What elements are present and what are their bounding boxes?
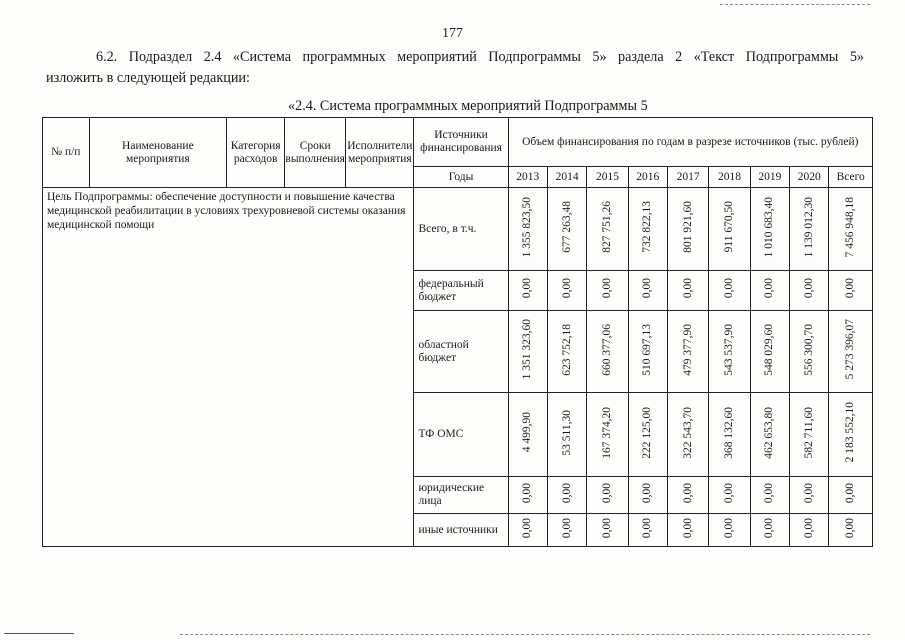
- value-cell: 548 029,60: [763, 323, 776, 376]
- year-header: 2015: [587, 167, 628, 188]
- year-header: 2016: [628, 167, 667, 188]
- value-cell-total: 0,00: [844, 278, 857, 299]
- value-cell: 556 300,70: [802, 323, 815, 376]
- header-years-label: Годы: [414, 167, 508, 188]
- scan-artifact-top: [720, 4, 870, 6]
- value-cell: 1 139 012,30: [802, 196, 815, 258]
- header-num: № п/п: [43, 118, 90, 188]
- header-executors: Исполнители мероприятия: [346, 118, 414, 188]
- value-cell: 0,00: [521, 517, 534, 539]
- value-cell: 462 653,80: [763, 406, 776, 459]
- paragraph-line-1: 6.2. Подраздел 2.4 «Система программных мероприятий Подпрограммы 5» раздела 2 «Текст Подпрограммы 5»: [96, 49, 864, 65]
- value-cell: 0,00: [802, 517, 815, 539]
- value-cell: 0,00: [600, 517, 613, 539]
- value-cell: 0,00: [723, 278, 736, 299]
- value-cell: 0,00: [521, 278, 534, 299]
- value-cell: 0,00: [560, 278, 573, 299]
- year-header: 2018: [709, 167, 750, 188]
- value-cell: 4 499,90: [521, 412, 534, 453]
- value-cell: 0,00: [560, 517, 573, 539]
- value-cell: 0,00: [560, 482, 573, 504]
- value-cell: 0,00: [763, 278, 776, 299]
- paragraph-line-2: изложить в следующей редакции:: [46, 70, 250, 86]
- scan-artifact-bottom-left: [4, 633, 74, 634]
- value-cell: 53 511,30: [560, 409, 573, 456]
- value-cell: 623 752,18: [560, 323, 573, 376]
- value-cell: 732 822,13: [641, 201, 654, 253]
- header-terms: Сроки выполнения: [285, 118, 346, 188]
- source-regional: областной бюджет: [414, 311, 508, 393]
- value-cell: 0,00: [802, 482, 815, 504]
- year-header: 2013: [508, 167, 547, 188]
- value-cell: 0,00: [600, 278, 613, 299]
- year-header: 2017: [667, 167, 708, 188]
- header-category: Категория расходов: [227, 118, 285, 188]
- value-cell: 368 132,60: [723, 406, 736, 459]
- amendment-paragraph: [46, 47, 864, 89]
- value-cell-total: 7 456 948,18: [844, 196, 857, 258]
- source-total: Всего, в т.ч.: [414, 188, 508, 271]
- value-cell: 660 377,06: [600, 323, 613, 376]
- value-cell: 0,00: [600, 482, 613, 504]
- program-goal: Цель Подпрограммы: обеспечение доступности и повышение качества медицинской реабилитации в условиях трехуровневой системы оказания медицинской помощи: [43, 188, 414, 547]
- value-cell-total: 0,00: [844, 482, 857, 504]
- source-tfoms: ТФ ОМС: [414, 393, 508, 477]
- source-legal-entities: юридические лица: [414, 477, 508, 514]
- header-volume: Объем финансирования по годам в разрезе источников (тыс. рублей): [508, 118, 872, 167]
- value-cell: 827 751,26: [600, 201, 613, 253]
- value-cell: 222 125,00: [641, 406, 654, 459]
- value-cell: 582 711,60: [802, 406, 815, 459]
- value-cell: 510 697,13: [641, 323, 654, 376]
- table-title: «2.4. Система программных мероприятий Подпрограммы 5: [288, 98, 648, 114]
- value-cell: 0,00: [641, 482, 654, 504]
- value-cell: 0,00: [681, 482, 694, 504]
- year-header: 2020: [790, 167, 829, 188]
- value-cell: 0,00: [641, 278, 654, 299]
- value-cell-total: 2 183 552,10: [844, 402, 857, 463]
- source-federal: федеральный бюджет: [414, 271, 508, 311]
- value-cell: 677 263,48: [560, 201, 573, 253]
- header-name: Наименование мероприятия: [89, 118, 227, 188]
- value-cell: 801 921,60: [681, 201, 694, 253]
- scan-artifact-bottom: [180, 634, 870, 636]
- value-cell: 1 010 683,40: [763, 196, 776, 258]
- value-cell: 0,00: [681, 517, 694, 539]
- value-cell: 479 377,90: [681, 323, 694, 376]
- value-cell: 1 355 823,50: [521, 196, 534, 258]
- year-header-total: Всего: [829, 167, 873, 188]
- header-sources: Источники финансирования: [414, 118, 508, 167]
- value-cell: 0,00: [521, 482, 534, 504]
- value-cell: 0,00: [681, 278, 694, 299]
- program-measures-table: [42, 117, 873, 547]
- value-cell: 911 670,50: [723, 201, 736, 253]
- value-cell: 322 543,70: [681, 406, 694, 459]
- value-cell: 1 351 323,60: [521, 319, 534, 380]
- year-header: 2014: [547, 167, 586, 188]
- value-cell: 0,00: [763, 517, 776, 539]
- page-number: 177: [442, 26, 463, 41]
- value-cell: 0,00: [763, 482, 776, 504]
- value-cell-total: 5 273 396,07: [844, 319, 857, 380]
- value-cell: 0,00: [802, 278, 815, 299]
- value-cell: 0,00: [641, 517, 654, 539]
- source-other: иные источники: [414, 514, 508, 547]
- value-cell: 543 537,90: [723, 323, 736, 376]
- value-cell-total: 0,00: [844, 517, 857, 539]
- value-cell: 0,00: [723, 517, 736, 539]
- year-header: 2019: [750, 167, 789, 188]
- value-cell: 167 374,20: [600, 406, 613, 459]
- value-cell: 0,00: [723, 482, 736, 504]
